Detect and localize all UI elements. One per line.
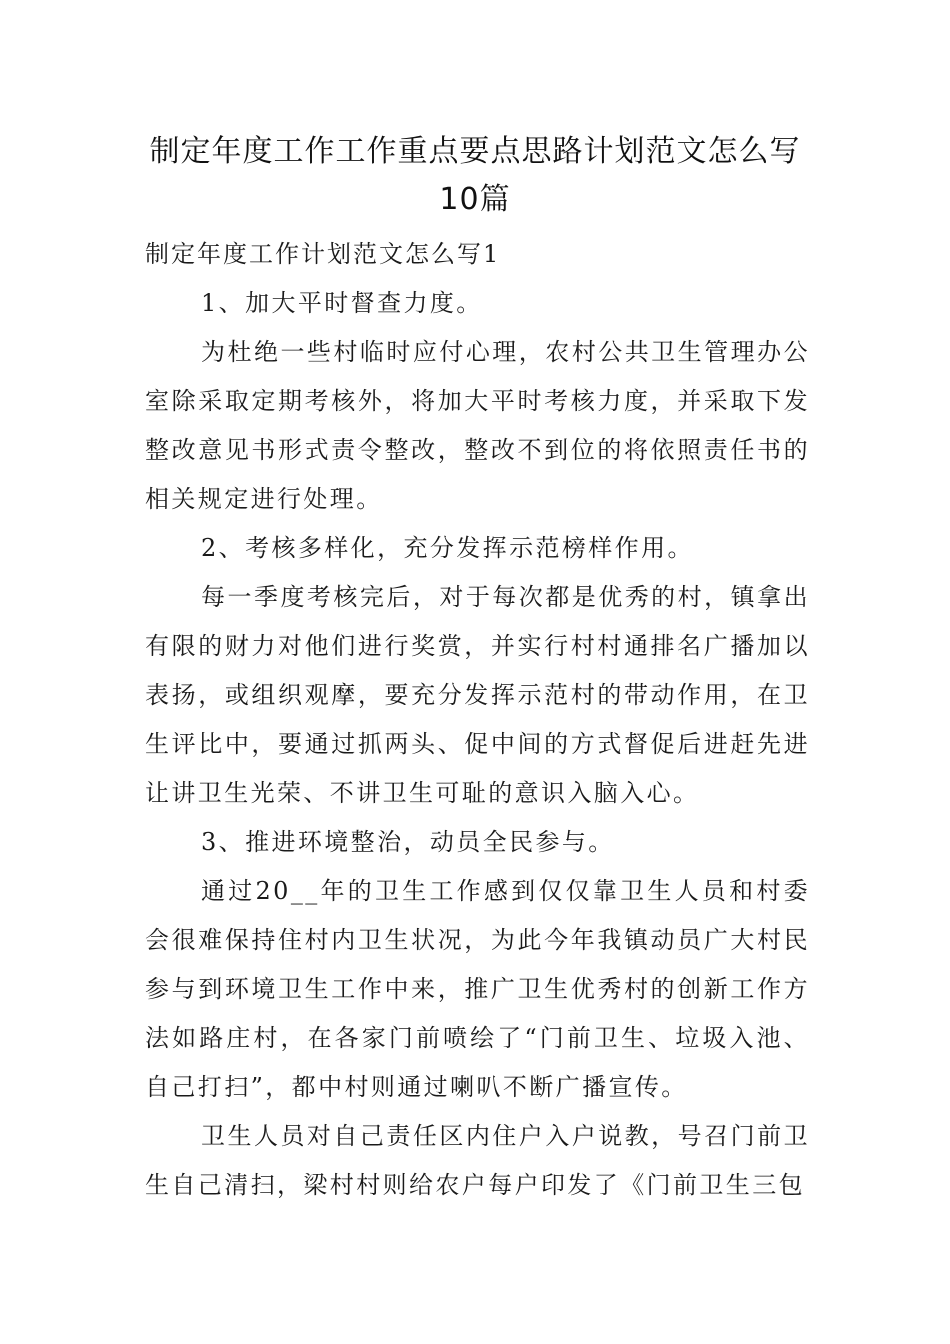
document-title: 制定年度工作工作重点要点思路计划范文怎么写10篇 <box>149 134 801 217</box>
paragraph-2: 为杜绝一些村临时应付心理，农村公共卫生管理办公室除采取定期考核外，将加大平时考核力度，并采取下发整改意见书形式责令整改，整改不到位的将依照责任书的相关规定进行处理。 <box>145 338 810 513</box>
section-heading: 制定年度工作计划范文怎么写1 <box>145 240 501 268</box>
paragraph-6: 通过20__年的卫生工作感到仅仅靠卫生人员和村委会很难保持住村内卫生状况，为此今年我镇动员广大村民参与到环境卫生工作中来，推广卫生优秀村的创新工作方法如路庄村，在各家门前喷绘了“门前卫生、垃圾入池、自己打扫”，都中村则通过喇叭不断广播宣传。 <box>145 877 810 1101</box>
paragraph-7: 卫生人员对自己责任区内住户入户说教，号召门前卫生自己清扫，梁村村则给农户每户印发了《门前卫生三包 <box>145 1122 810 1199</box>
paragraph-1: 1、加大平时督查力度。 <box>201 289 483 317</box>
paragraph-5: 3、推进环境整治，动员全民参与。 <box>201 828 615 856</box>
document-body <box>145 230 810 1210</box>
paragraph-4: 每一季度考核完后，对于每次都是优秀的村，镇拿出有限的财力对他们进行奖赏，并实行村村通排名广播加以表扬，或组织观摩，要充分发挥示范村的带动作用，在卫生评比中，要通过抓两头、促中间的方式督促后进赶先进让讲卫生光荣、不讲卫生可耻的意识入脑入心。 <box>145 583 810 807</box>
paragraph-3: 2、考核多样化，充分发挥示范榜样作用。 <box>201 534 694 562</box>
